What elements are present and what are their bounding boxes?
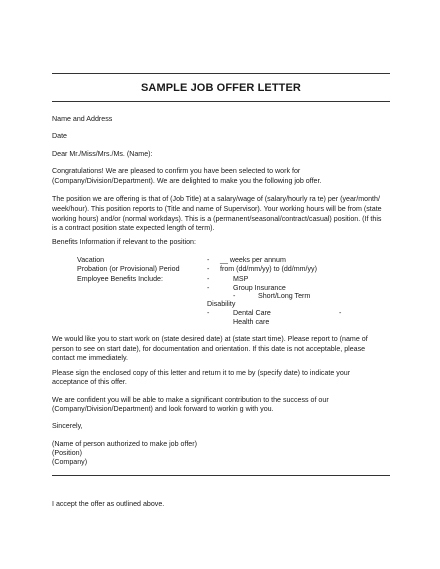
top-rule	[52, 73, 390, 74]
vacation-label: Vacation	[77, 256, 105, 264]
page-title: SAMPLE JOB OFFER LETTER	[141, 82, 301, 94]
paragraph-line: (Company/Division/Department) and look forward to workin g with you.	[52, 405, 274, 413]
acceptance-line: I accept the offer as outlined above.	[52, 500, 165, 508]
salutation: Dear Mr./Miss/Mrs./Ms. (Name):	[52, 150, 153, 158]
vacation-value: __ weeks per annum	[220, 256, 286, 264]
signature-name: (Name of person authorized to make job offer)	[52, 440, 197, 448]
msp-benefit: MSP	[233, 275, 249, 283]
title-underline-rule	[52, 101, 390, 102]
name-address-line: Name and Address	[52, 115, 113, 123]
paragraph-line: acceptance of this offer.	[52, 378, 127, 386]
health-care-benefit: Health care	[233, 318, 270, 326]
probation-dash: -	[207, 265, 210, 273]
paragraph-line: contact me immediately.	[52, 354, 128, 362]
vacation-dash: -	[207, 256, 210, 264]
paragraph-line: The position we are offering is that of (Job Title) at a salary/wage of (salary/hourly ra te) per (year/month/	[52, 195, 380, 203]
disability-benefit: Disability	[207, 300, 236, 308]
paragraph-line: We would like you to start work on (state desired date) at (state start time). Please report to (name of	[52, 335, 368, 343]
short-long-dash: -	[233, 292, 236, 300]
paragraph-line: Please sign the enclosed copy of this letter and return it to me by (specify date) to indicate your	[52, 369, 351, 377]
dental-trailing-dash: -	[339, 309, 342, 317]
paragraph-line: is a contract position state expected length of term).	[52, 224, 215, 232]
signature-divider-rule	[52, 475, 390, 476]
paragraph-line: We are confident you will be able to make a significant contribution to the success of our	[52, 396, 329, 404]
paragraph-line: person to see on start date), for documentation and orientation. If this date is not acceptable, please	[52, 345, 366, 353]
group-insurance-dash: -	[207, 284, 210, 292]
probation-label: Probation (or Provisional) Period	[77, 265, 180, 273]
benefits-intro: Benefits Information if relevant to the position:	[52, 238, 196, 246]
paragraph-line: working hours) and/or (normal workdays). This is a (permanent/seasonal/contract/casual) position. (If this	[52, 215, 382, 223]
short-long-term-benefit: Short/Long Term	[258, 292, 311, 300]
employee-benefits-dash: -	[207, 275, 210, 283]
signature-company: (Company)	[52, 458, 88, 466]
paragraph-line: week/hour). This position reports to (Title and name of Supervisor). Your working hours will be from (state	[52, 205, 382, 213]
group-insurance-benefit: Group Insurance	[233, 284, 286, 292]
employee-benefits-label: Employee Benefits Include:	[77, 275, 163, 283]
dental-care-benefit: Dental Care	[233, 309, 271, 317]
dental-dash: -	[207, 309, 210, 317]
closing: Sincerely,	[52, 422, 83, 430]
date-line: Date	[52, 132, 67, 140]
signature-position: (Position)	[52, 449, 82, 457]
paragraph-line: (Company/Division/Department). We are delighted to make you the following job offer.	[52, 177, 322, 185]
probation-value: from (dd/mm/yy) to (dd/mm/yy)	[220, 265, 317, 273]
paragraph-line: Congratulations! We are pleased to confirm you have been selected to work for	[52, 167, 301, 175]
